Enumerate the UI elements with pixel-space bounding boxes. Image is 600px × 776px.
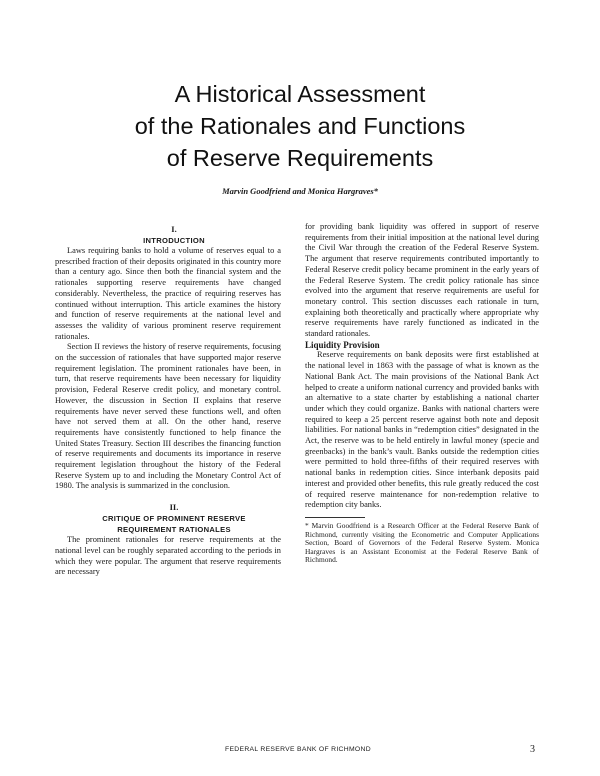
publication-name: FEDERAL RESERVE BANK OF RICHMOND [225,746,371,753]
intro-paragraph-1: Laws requiring banks to hold a volume of reserves equal to a prescribed fraction of their deposits originated in this country more than a century ago. Since then both the financial system and the rationales supporting reserve requirements have changed considerably. Nevertheless, the practice of requiring reserves has continued without interruption. This article examines the history and function of reserve requirements at the national level and assesses the validity of various prominent reserve requirement rationales. [55,246,281,341]
section-2-heading-line-1: CRITIQUE OF PROMINENT RESERVE [102,514,246,524]
article-title [0,78,600,174]
author-footnote: * Marvin Goodfriend is a Research Officer at the Federal Reserve Bank of Richmond, currently visiting the Econometric and Computer Applications Section, Board of Governors of the Federal Reserve System. Monica Hargraves is an Assistant Economist at the Federal Reserve Bank of Richmond. [305,520,539,565]
section-1-heading: INTRODUCTION [143,236,205,245]
liquidity-paragraph-1: Reserve requirements on bank deposits were first established at the national level in 1863 with the passage of what is known as the National Bank Act. The main provisions of the National Bank Act helped to create a uniform national currency and provided banks with an alternative to a state charter by establishing a national charter under which they could organize. Banks with national charters were required to keep a 25 percent reserve against both note and deposit liabilities. For national banks in “redemption cities” designated in the Act, the reserve was to be held entirely in lawful money (specie and greenbacks) in the bank’s vault. Banks outside the redemption cities were permitted to hold three-fifths of their required reserves with national banks in redemption cities. Since interbank deposits paid interest and provided other benefits, this rule greatly reduced the cost of required reserve maintenance for non-redemption relative to redemption city banks. [305,350,539,510]
page-number: 3 [530,744,536,755]
section-2-number: II. [169,502,179,513]
footnote-divider [305,517,365,518]
title-line-3: of Reserve Requirements [166,145,434,171]
left-column [55,224,281,578]
title-line-2: of the Rationales and Functions [134,113,466,139]
intro-paragraph-2: Section II reviews the history of reserve requirements, focusing on the succession of rationales that have supported major reserve requirement legislation. The prominent rationales have been, in turn, that reserve requirements have been necessary for liquidity provision, Federal Reserve credit policy, and monetary control. However, the discussion in Section II explains that reserve requirements have never served these functions well, and often have not served them at all. On the other hand, reserve requirements have consistently functioned to help finance the United States Treasury. Section III describes the financing function of reserve requirements and documents its importance in reserve requirement legislation throughout the history of the Federal Reserve System up to and including the Monetary Control Act of 1980. The analysis is summarized in the conclusion. [55,342,281,491]
critique-paragraph-1: The prominent rationales for reserve requirements at the national level can be roughly separated according to the periods in which they were popular. The argument that reserve requirements are necessary [55,535,281,577]
rationale-paragraph: for providing bank liquidity was offered in support of reserve requirements from their initial imposition at the national level during the Civil War through the creation of the Federal Reserve System. The argument that reserve requirements contributed importantly to Federal Reserve credit policy became prominent in the early years of the Federal Reserve System. The credit policy rationale has since evolved into the argument that reserve requirements are useful for monetary control. This section discusses each rationale in turn, explaining both theoretically and practically where appropriate why reserve requirements have rarely functioned as indicated in the standard rationales. [305,222,539,339]
section-1-number: I. [171,224,177,234]
section-2-heading-line-2: REQUIREMENT RATIONALES [117,525,231,535]
author-byline: Marvin Goodfriend and Monica Hargraves* [222,186,378,196]
title-line-1: A Historical Assessment [174,81,426,107]
liquidity-provision-heading: Liquidity Provision [305,339,380,350]
right-column [305,222,539,565]
